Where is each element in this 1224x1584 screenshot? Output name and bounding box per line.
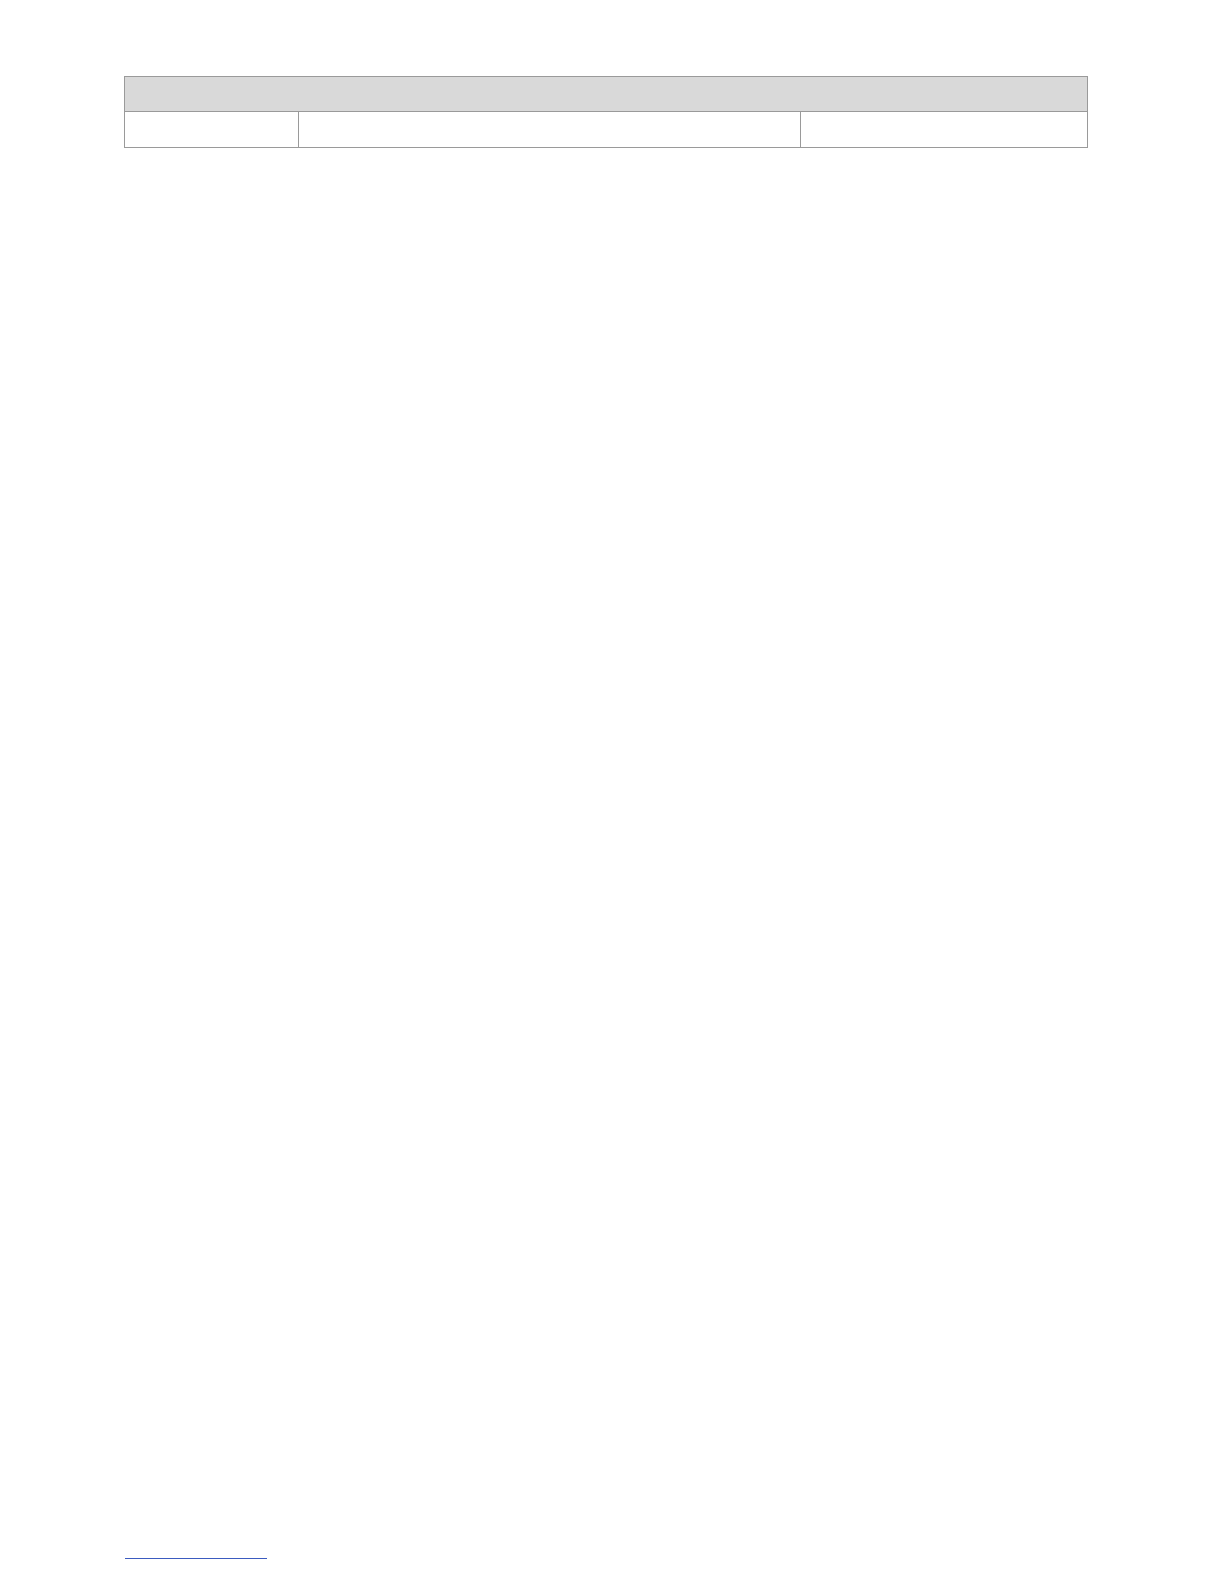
header-function xyxy=(125,112,299,148)
footnote-rule xyxy=(125,1558,267,1559)
table-title xyxy=(125,77,1088,112)
memory-counter-table xyxy=(124,76,1088,148)
header-action xyxy=(299,112,801,148)
header-display xyxy=(801,112,1088,148)
